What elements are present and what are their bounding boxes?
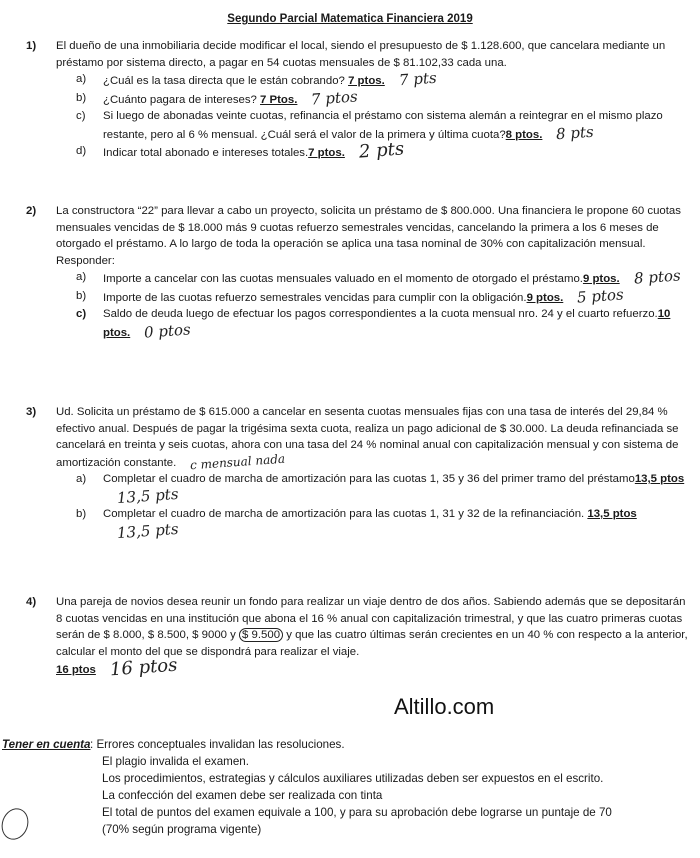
question-number: 2) bbox=[26, 205, 37, 217]
handwritten-note: c mensual nada bbox=[189, 451, 286, 472]
handwritten-scribble bbox=[0, 805, 33, 844]
item-text: Completar el cuadro de marcha de amortización para las cuotas 1, 35 y 36 del primer tramo del préstamo bbox=[103, 473, 635, 485]
handwritten-score: 16 ptos bbox=[109, 654, 178, 681]
watermark: Altillo.com bbox=[394, 694, 495, 719]
item-points: 13,5 ptos bbox=[587, 508, 637, 520]
notes-heading: Tener en cuenta bbox=[2, 738, 91, 751]
handwritten-score: 2 pts bbox=[358, 138, 405, 163]
question-item bbox=[76, 306, 690, 341]
question-number: 3) bbox=[26, 406, 37, 418]
note-line: La confección del examen debe ser realizada con tinta bbox=[102, 789, 383, 802]
item-text: Saldo de deuda luego de efectuar los pagos correspondientes a la cuota mensual nro. 24 y el cuarto refuerzo. bbox=[103, 308, 658, 320]
item-points: 13,5 ptos bbox=[634, 473, 685, 485]
question-intro-text: Una pareja de novios desea reunir un fondo para realizar un viaje dentro de dos años. Sabiendo además que se depositarán 8 cuotas vencidas en una institución que abona el 16 % anual con capitalización trimestral, y que las cuatro primeras cuotas serán de $ 8.000, $ 8.500, $ 9000 y bbox=[56, 596, 686, 641]
item-text: ¿Cuál es la tasa directa que le están cobrando? bbox=[103, 75, 349, 87]
item-label: d) bbox=[76, 145, 87, 157]
question-4 bbox=[26, 594, 690, 679]
question-item bbox=[76, 108, 690, 143]
note-line: Los procedimientos, estrategias y cálculos auxiliares utilizadas deben ser expuestos en el escrito. bbox=[102, 772, 604, 785]
question-intro: El dueño de una inmobiliaria decide modificar el local, siendo el presupuesto de $ 1.128.600, que cancelara mediante un préstamo por sistema directo, a pagar en 54 cuotas mensuales de $ 81.102,33 cada una. bbox=[56, 40, 666, 69]
question-item bbox=[76, 86, 690, 109]
question-item bbox=[76, 266, 690, 288]
handwritten-score: 7 pts bbox=[398, 68, 437, 90]
question-intro: La constructora “22” para llevar a cabo un proyecto, solicita un préstamo de $ 800.000. Una financiera le propone 60 cuotas mensuales vencidas de $ 18.000 más 9 cuotas refuerzo semestrales vencidas, cancelando la primera a los 6 meses de otorgado el préstamo. A lo largo de toda la operación se aplica una tasa nominal de 30% con capitalización mensual. Responder: bbox=[56, 205, 681, 267]
question-item bbox=[76, 506, 690, 541]
item-points: 8 ptos. bbox=[505, 128, 543, 141]
handwritten-score: 13,5 pts bbox=[116, 519, 180, 542]
note-line: El total de puntos del examen equivale a 100, y para su aprobación debe lograrse un puntaje de 70 bbox=[102, 806, 612, 819]
question-intro bbox=[56, 594, 690, 660]
handwritten-score: 7 ptos bbox=[310, 86, 359, 109]
note-line: El plagio invalida el examen. bbox=[102, 755, 249, 768]
item-label: b) bbox=[76, 508, 87, 520]
item-label: c) bbox=[76, 308, 87, 320]
item-text: Importe a cancelar con las cuotas mensuales valuado en el momento de otorgado el préstamo. bbox=[103, 273, 583, 285]
handwritten-score: 8 ptos bbox=[633, 266, 681, 288]
item-text: Completar el cuadro de marcha de amortización para las cuotas 1, 31 y 32 de la refinanciación. bbox=[103, 508, 588, 520]
question-intro bbox=[56, 404, 690, 471]
notes-first-line: : Errores conceptuales invalidan las resoluciones. bbox=[90, 738, 345, 751]
question-1 bbox=[26, 38, 690, 162]
item-label: a) bbox=[76, 473, 87, 485]
item-label: a) bbox=[76, 271, 87, 283]
item-label: b) bbox=[76, 289, 87, 302]
exam-title: Segundo Parcial Matematica Financiera 2019 bbox=[227, 13, 473, 25]
handwritten-score: 5 ptos bbox=[576, 284, 625, 307]
handwritten-score: 8 pts bbox=[555, 122, 595, 143]
item-label: b) bbox=[76, 91, 87, 104]
item-points: 9 ptos. bbox=[526, 291, 564, 304]
item-points: 10 ptos. bbox=[103, 308, 671, 339]
question-item bbox=[76, 284, 690, 307]
handwritten-score: 13,5 pts bbox=[116, 484, 180, 507]
notes-list bbox=[102, 753, 612, 838]
item-points: 7 ptos. bbox=[308, 147, 345, 159]
item-points: 7 ptos. bbox=[348, 75, 385, 87]
question-item bbox=[76, 138, 690, 163]
circled-amount: $ 9.500 bbox=[239, 628, 283, 642]
question-points-row bbox=[56, 654, 690, 681]
question-intro-text: Ud. Solicita un préstamo de $ 615.000 a cancelar en sesenta cuotas mensuales fijas con una tasa de interés del 29,84 % efectivo anual. Después de pagar la trigésima sexta cuota, realiza un pago adicional de $ 30.000. La deuda refinanciada se cancelará en treinta y seis cuotas, ahora con una tasa del 24 % nominal anual con capitalización mensual y con sistema de amortización constante. bbox=[56, 406, 679, 469]
question-intro-text: y que las cuatro últimas serán crecientes en un 40 % con respecto a la anterior, calcular el monto del que se dispondrá para realizar el viaje. bbox=[56, 629, 688, 658]
question-number: 1) bbox=[26, 40, 37, 52]
note-line: (70% según programa vigente) bbox=[102, 823, 262, 836]
item-label: c) bbox=[76, 110, 86, 122]
question-3 bbox=[26, 404, 690, 541]
item-points: 9 ptos. bbox=[582, 273, 620, 285]
item-points: 7 Ptos. bbox=[260, 93, 298, 106]
item-text: Indicar total abonado e intereses totales. bbox=[103, 147, 309, 159]
question-number: 4) bbox=[26, 596, 37, 608]
handwritten-score: 0 ptos bbox=[143, 319, 192, 342]
question-item bbox=[76, 68, 690, 90]
item-text: Si luego de abonadas veinte cuotas, refinancia el préstamo con sistema alemán a reintegrar en el mismo plazo restante, pero al 6 % mensual. ¿Cuál será el valor de la primera y última cuota? bbox=[103, 110, 663, 141]
item-label: a) bbox=[76, 73, 87, 85]
item-text: ¿Cuánto pagara de intereses? bbox=[103, 93, 261, 106]
question-item bbox=[76, 471, 690, 506]
question-2 bbox=[26, 203, 690, 341]
item-text: Importe de las cuotas refuerzo semestrales vencidas para cumplir con la obligación. bbox=[103, 291, 527, 304]
item-points: 16 ptos bbox=[56, 664, 96, 676]
